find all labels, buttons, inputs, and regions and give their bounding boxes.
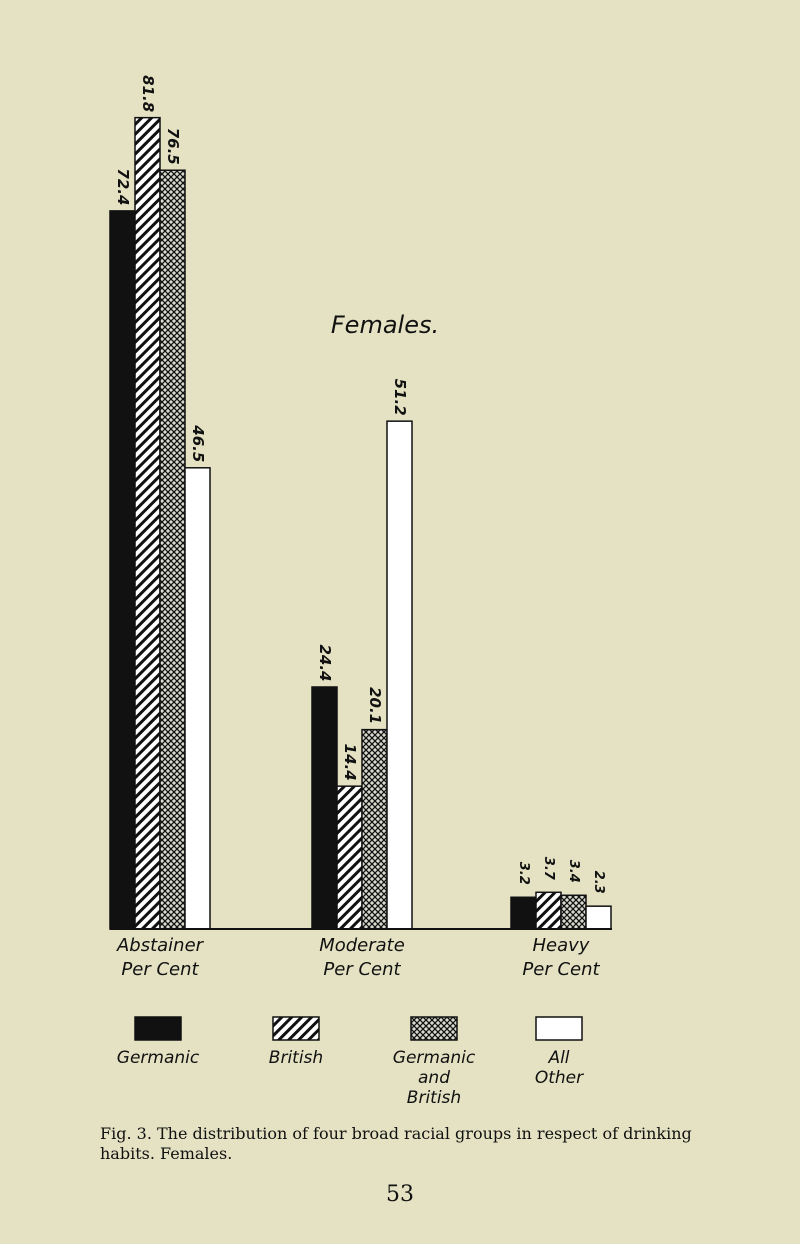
bar-heavy-series-3 [561, 895, 586, 929]
figure-caption [100, 1124, 720, 1164]
bar-heavy-series-2 [536, 892, 561, 929]
category-label-moderate: Moderate [319, 935, 405, 956]
page-number: 53 [386, 1182, 414, 1207]
legend-swatch-2 [273, 1017, 319, 1040]
value-label-abstainer-series-4: 46.5 [189, 425, 207, 463]
value-label-abstainer-series-1: 72.4 [114, 168, 132, 206]
category-label-heavy: Heavy [532, 935, 590, 956]
value-label-moderate-series-2: 14.4 [341, 743, 359, 781]
value-label-abstainer-series-3: 76.5 [164, 127, 182, 165]
bar-heavy-series-1 [511, 897, 536, 929]
value-label-abstainer-series-2: 81.8 [139, 75, 157, 113]
category-label-abstainer: Abstainer [116, 935, 204, 956]
legend-label-3: and [418, 1068, 450, 1088]
bar-abstainer-series-2 [135, 118, 160, 929]
bar-moderate-series-1 [312, 687, 337, 929]
legend-label-3: Germanic [392, 1048, 476, 1068]
category-unit-abstainer: Per Cent [121, 959, 199, 980]
category-unit-moderate: Per Cent [323, 959, 401, 980]
legend-label-3: British [406, 1088, 462, 1108]
bar-moderate-series-4 [387, 421, 412, 929]
bar-abstainer-series-1 [110, 211, 135, 929]
bar-moderate-series-3 [362, 730, 387, 929]
value-label-moderate-series-1: 24.4 [316, 644, 334, 682]
bar-moderate-series-2 [337, 786, 362, 929]
value-label-heavy-series-1: 3.2 [516, 861, 531, 885]
legend-swatch-4 [536, 1017, 582, 1040]
value-label-moderate-series-4: 51.2 [391, 378, 409, 416]
legend-swatch-3 [411, 1017, 457, 1040]
value-label-heavy-series-2: 3.7 [541, 856, 556, 880]
figure-label: Fig. 3. [100, 1124, 152, 1143]
legend-label-4: Other [534, 1068, 584, 1088]
category-unit-heavy: Per Cent [522, 959, 600, 980]
legend-swatch-1 [135, 1017, 181, 1040]
legend-label-2: British [268, 1048, 324, 1068]
caption-text: The distribution of four broad racial groups in respect of drinking habits. Females. [100, 1124, 692, 1163]
chart-title: Females. [330, 311, 440, 339]
bar-abstainer-series-4 [185, 468, 210, 929]
value-label-heavy-series-4: 2.3 [591, 870, 606, 894]
bar-abstainer-series-3 [160, 170, 185, 929]
value-label-heavy-series-3: 3.4 [566, 859, 581, 883]
legend-label-4: All [548, 1048, 570, 1068]
legend-label-1: Germanic [116, 1048, 200, 1068]
value-label-moderate-series-3: 20.1 [366, 687, 384, 725]
bar-heavy-series-4 [586, 906, 611, 929]
